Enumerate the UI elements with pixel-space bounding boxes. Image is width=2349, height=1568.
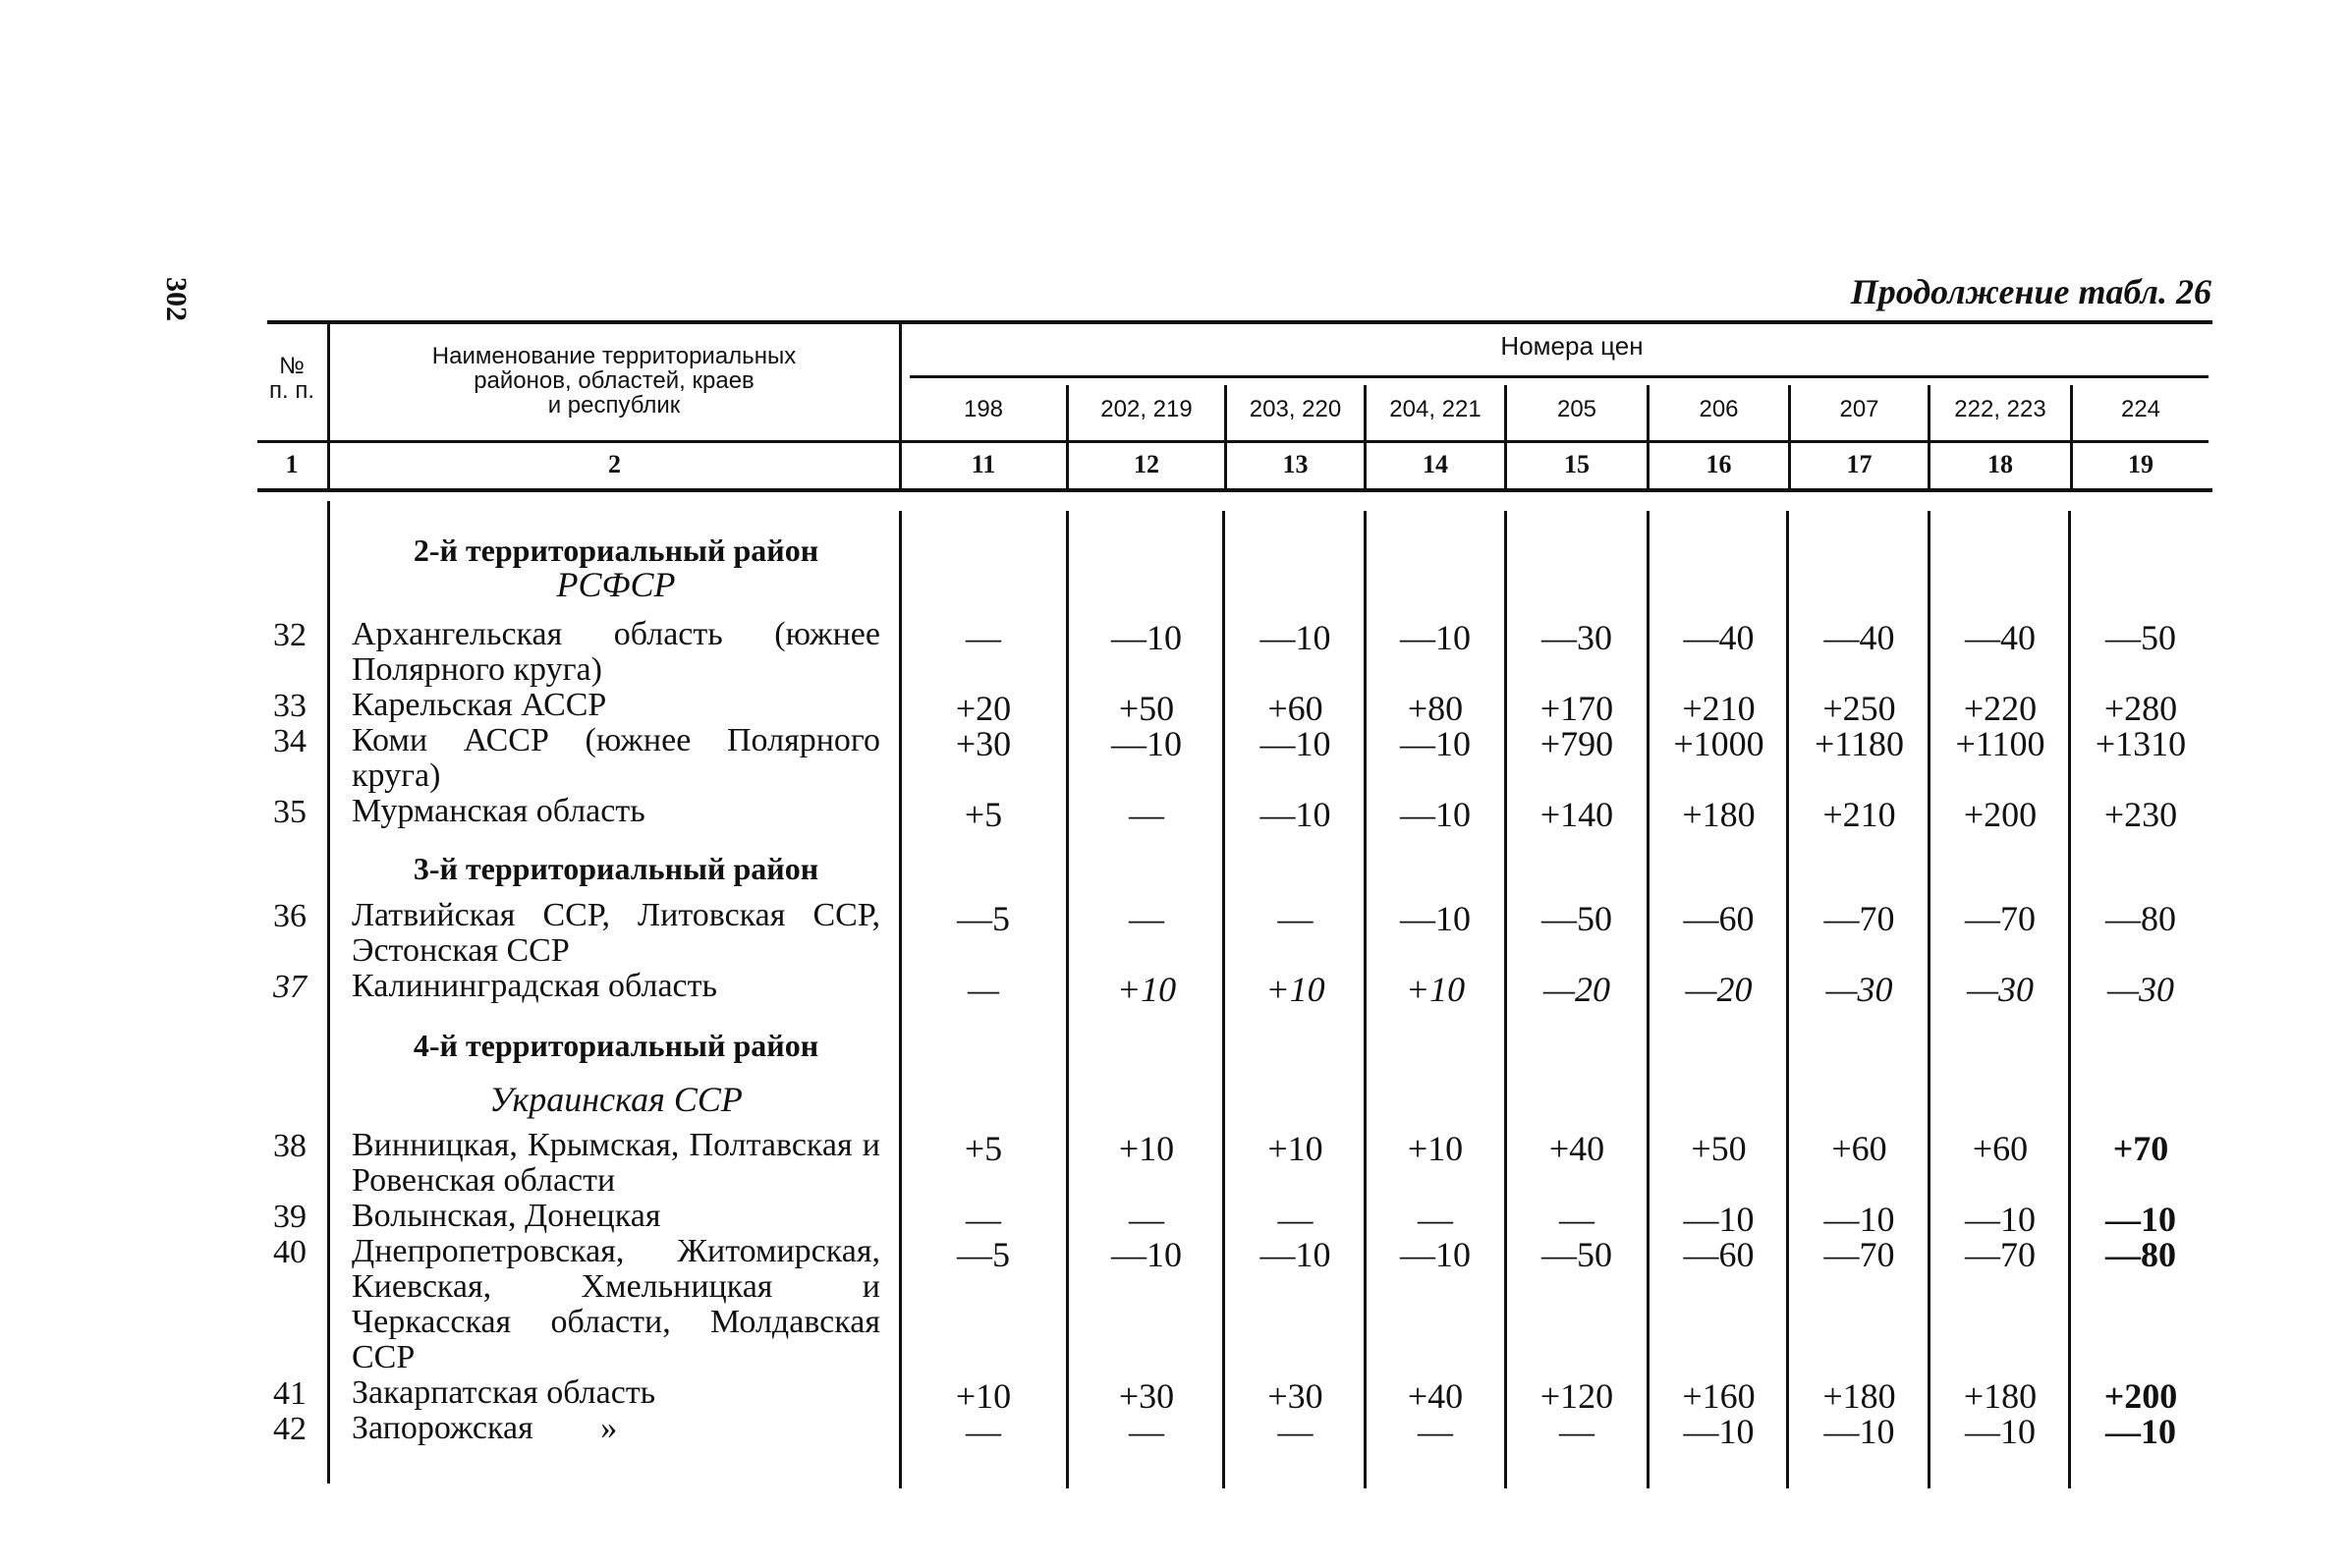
price-cell: — <box>1129 1200 1164 1239</box>
price-cell: — <box>1129 899 1164 938</box>
price-cell: —60 <box>1683 899 1755 938</box>
price-cell: — <box>1559 1412 1594 1451</box>
price-cell: +30 <box>955 724 1012 763</box>
price-cell: +40 <box>1407 1376 1464 1416</box>
price-cell: — <box>1277 1412 1314 1451</box>
price-cell: —10 <box>1965 1200 2036 1239</box>
price-cell: +70 <box>2112 1129 2169 1168</box>
price-cell: — <box>1129 795 1164 834</box>
section-title: 4-й территориальный район <box>413 1028 819 1063</box>
price-cell: — <box>1418 1412 1453 1451</box>
column-number: 11 <box>971 450 996 478</box>
price-cell: +40 <box>1548 1129 1605 1168</box>
price-cell: — <box>1277 1200 1314 1239</box>
table-top-rule <box>267 320 2212 324</box>
price-cell: —30 <box>1541 618 1612 657</box>
price-cell: —30 <box>1825 970 1893 1009</box>
price-cell: +50 <box>1118 689 1175 728</box>
price-cell: —10 <box>1259 795 1331 834</box>
row-number: 36 <box>273 898 307 934</box>
row-number: 37 <box>273 969 307 1005</box>
price-column-header: 224 <box>2120 396 2161 422</box>
prices-group-rule <box>910 375 2209 378</box>
row-number: 40 <box>273 1234 307 1270</box>
price-cell: —70 <box>1823 1235 1895 1274</box>
price-cell: —10 <box>1259 618 1331 657</box>
price-cell: +20 <box>955 689 1012 728</box>
section-title: 3-й территориальный район <box>413 851 819 886</box>
price-column-header: 222, 223 <box>1954 396 2046 422</box>
row-name: Запорожская » <box>352 1410 618 1446</box>
price-cell: —40 <box>1823 618 1895 657</box>
price-cell: —10 <box>2105 1200 2176 1239</box>
price-cell: —10 <box>2105 1412 2176 1451</box>
price-cell: +10 <box>1405 970 1466 1009</box>
price-column-header: 203, 220 <box>1249 396 1342 422</box>
price-cell: — <box>1418 1200 1453 1239</box>
row-name: Карельская АССР <box>352 687 607 723</box>
price-cell: —10 <box>1965 1412 2036 1451</box>
price-cell: —70 <box>1965 1235 2036 1274</box>
price-cell: —10 <box>1683 1412 1755 1451</box>
page-number: 302 <box>160 277 193 321</box>
price-cell: +60 <box>1831 1129 1887 1168</box>
price-cell: —10 <box>1400 1235 1471 1274</box>
price-cell: —40 <box>1965 618 2036 657</box>
price-cell: +140 <box>1539 795 1614 834</box>
price-column-header: 205 <box>1556 396 1597 422</box>
price-cell: —70 <box>1965 899 2036 938</box>
column-numbers-rule <box>257 488 2212 492</box>
row-number: 41 <box>273 1375 307 1412</box>
price-cell: —40 <box>1683 618 1755 657</box>
price-cell: +10 <box>1267 1129 1323 1168</box>
row-number: 39 <box>273 1199 307 1235</box>
price-column-header: 206 <box>1699 396 1739 422</box>
price-cell: +10 <box>1265 970 1325 1009</box>
section-title: 2-й территориальный район <box>413 532 819 568</box>
prices-group-header: Номера цен <box>1500 331 1644 361</box>
price-cell: +160 <box>1682 1376 1756 1416</box>
name-column-header: Наименование территориальных районов, областей, краев и республик <box>431 343 797 419</box>
price-cell: —30 <box>1966 970 2034 1009</box>
price-cell: — <box>1277 899 1314 938</box>
price-column-header: 204, 221 <box>1389 396 1482 422</box>
row-name: Волынская, Донецкая <box>352 1198 661 1234</box>
column-number: 14 <box>1423 450 1448 478</box>
row-name: Коми АССР (южнее Полярного круга) <box>352 722 880 794</box>
price-cell: —10 <box>1683 1200 1755 1239</box>
price-cell: +280 <box>2103 689 2178 728</box>
price-cell: —50 <box>1541 1235 1612 1274</box>
row-name: Винницкая, Крымская, Полтавская и Ровенская области <box>352 1127 880 1199</box>
row-number: 33 <box>273 688 307 724</box>
price-cell: +50 <box>1691 1129 1747 1168</box>
price-cell: —10 <box>1259 1235 1331 1274</box>
price-cell: +170 <box>1539 689 1614 728</box>
price-cell: — <box>966 1412 1001 1451</box>
price-cell: +1310 <box>2095 724 2187 763</box>
price-cell: —50 <box>1541 899 1612 938</box>
price-cell: —10 <box>1400 899 1471 938</box>
header-bottom-rule <box>257 440 2209 443</box>
price-cell: +30 <box>1267 1376 1323 1416</box>
price-cell: — <box>1129 1412 1164 1451</box>
row-number: 42 <box>273 1411 307 1447</box>
price-cell: —10 <box>1823 1200 1895 1239</box>
price-cell: +5 <box>964 1129 1003 1168</box>
price-cell: +200 <box>2103 1376 2178 1416</box>
price-cell: +5 <box>964 795 1003 834</box>
price-cell: —20 <box>1685 970 1753 1009</box>
price-cell: —10 <box>1400 618 1471 657</box>
column-number: 16 <box>1706 450 1732 478</box>
row-name: Закарпатская область <box>352 1374 656 1411</box>
price-cell: +790 <box>1539 724 1614 763</box>
price-cell: +10 <box>1116 970 1177 1009</box>
price-cell: — <box>966 618 1001 657</box>
price-cell: —60 <box>1683 1235 1755 1274</box>
price-cell: +60 <box>1972 1129 2029 1168</box>
price-cell: —10 <box>1111 1235 1182 1274</box>
price-cell: —10 <box>1111 724 1182 763</box>
column-number: 12 <box>1134 450 1159 478</box>
row-number: 38 <box>273 1128 307 1164</box>
column-number: 18 <box>1987 450 2013 478</box>
price-cell: +1100 <box>1955 724 2045 763</box>
price-cell: —10 <box>1259 724 1331 763</box>
price-cell: +60 <box>1267 689 1323 728</box>
row-name: Калининградская область <box>352 968 717 1004</box>
price-cell: +120 <box>1539 1376 1614 1416</box>
section-subtitle: Украинская ССР <box>489 1080 743 1119</box>
column-number: 15 <box>1564 450 1590 478</box>
column-number: 19 <box>2128 450 2153 478</box>
price-cell: +180 <box>1963 1376 2038 1416</box>
column-number: 17 <box>1846 450 1873 478</box>
price-cell: +1000 <box>1673 724 1764 763</box>
price-cell: —30 <box>2106 970 2174 1009</box>
price-cell: +250 <box>1822 689 1896 728</box>
price-cell: —20 <box>1542 970 1610 1009</box>
column-number: 1 <box>285 450 299 478</box>
price-cell: +230 <box>2103 795 2178 834</box>
price-cell: —50 <box>2105 618 2176 657</box>
price-cell: — <box>967 970 999 1009</box>
section-subtitle: РСФСР <box>556 565 676 604</box>
price-cell: —80 <box>2105 1235 2176 1274</box>
row-name: Мурманская область <box>352 793 645 829</box>
price-cell: +200 <box>1963 795 2038 834</box>
price-column-header: 207 <box>1839 396 1879 422</box>
price-cell: +180 <box>1682 795 1756 834</box>
row-number: 34 <box>273 723 307 759</box>
table-caption: Продолжение табл. 26 <box>1850 272 2211 311</box>
body-divider <box>327 501 330 1484</box>
price-cell: —10 <box>1400 795 1471 834</box>
price-cell: — <box>1559 1200 1594 1239</box>
price-cell: +180 <box>1822 1376 1896 1416</box>
price-column-header: 198 <box>963 396 1004 422</box>
price-cell: +210 <box>1822 795 1896 834</box>
price-column-header: 202, 219 <box>1100 396 1193 422</box>
row-name: Архангельская область (южнее Полярного круга) <box>352 616 880 688</box>
price-cell: +10 <box>955 1376 1012 1416</box>
column-number: 2 <box>608 450 621 478</box>
price-cell: —10 <box>1823 1412 1895 1451</box>
price-cell: +80 <box>1407 689 1464 728</box>
row-number-header: № п. п. <box>269 353 314 404</box>
row-name: Днепропетровская, Житомирская, Киевская, Хмельницкая и Черкасская области, Молдавская ССР <box>352 1233 880 1375</box>
price-cell: —5 <box>957 899 1010 938</box>
price-cell: +1180 <box>1815 724 1904 763</box>
price-cell: —10 <box>1400 724 1471 763</box>
price-cell: +10 <box>1407 1129 1464 1168</box>
column-number: 13 <box>1282 450 1309 478</box>
price-cell: +220 <box>1963 689 2038 728</box>
price-cell: +30 <box>1118 1376 1175 1416</box>
price-cell: +10 <box>1118 1129 1175 1168</box>
price-cell: —10 <box>1111 618 1182 657</box>
price-cell: — <box>966 1200 1001 1239</box>
price-cell: +210 <box>1682 689 1756 728</box>
price-cell: —70 <box>1823 899 1895 938</box>
price-cell: —5 <box>957 1235 1010 1274</box>
row-number: 35 <box>273 794 307 830</box>
row-number: 32 <box>273 617 307 653</box>
price-cell: —80 <box>2105 899 2176 938</box>
row-name: Латвийская ССР, Литовская ССР, Эстонская ССР <box>352 897 880 969</box>
